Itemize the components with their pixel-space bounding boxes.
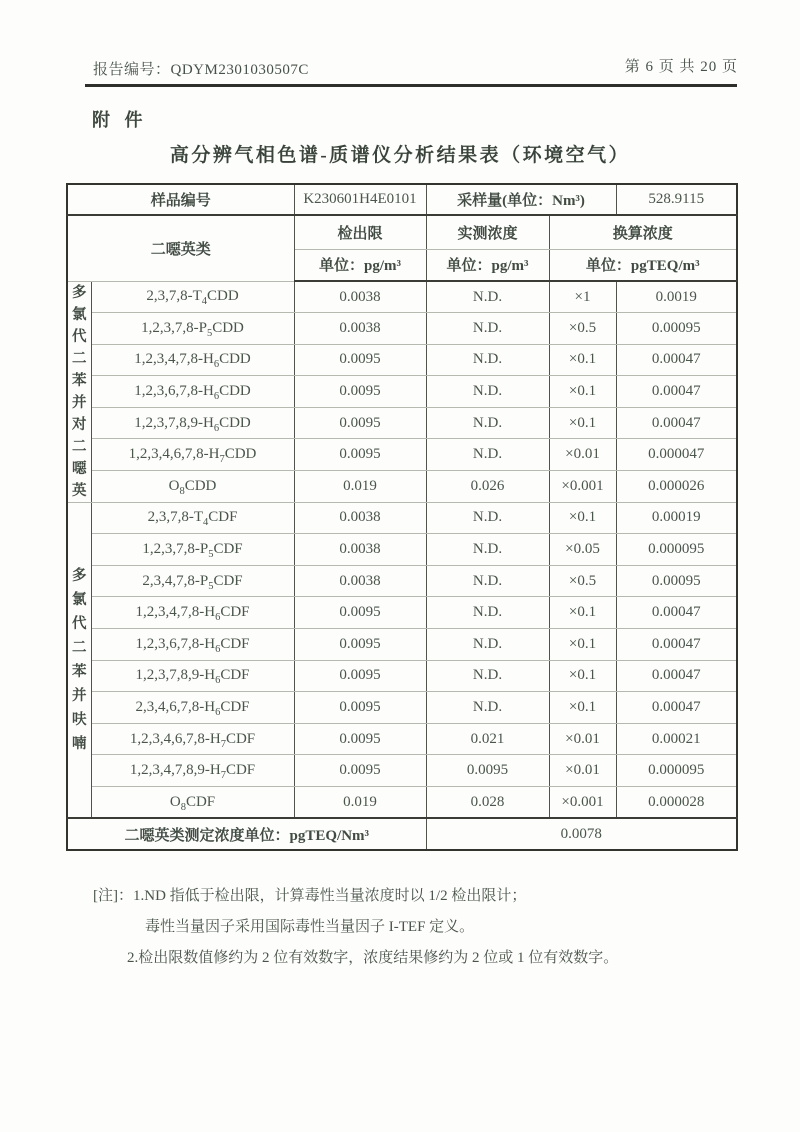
- detection-limit-cell: 0.0095: [294, 660, 426, 692]
- sampling-volume-value: 528.9115: [616, 184, 737, 215]
- teq-value-cell: 0.00047: [616, 660, 737, 692]
- tef-factor-cell: ×0.1: [549, 660, 616, 692]
- detection-limit-cell: 0.0095: [294, 439, 426, 471]
- dioxin-class-header: 二噁英类: [67, 215, 294, 281]
- teq-value-cell: 0.00047: [616, 344, 737, 376]
- tef-factor-cell: ×0.5: [549, 565, 616, 597]
- measured-value-cell: N.D.: [426, 281, 549, 313]
- tef-factor-cell: ×0.5: [549, 313, 616, 345]
- teq-value-cell: 0.000095: [616, 534, 737, 566]
- congener-row: [67, 534, 737, 566]
- detection-limit-cell: 0.0038: [294, 281, 426, 313]
- detection-limit-cell: 0.0038: [294, 502, 426, 534]
- teq-value-cell: 0.000095: [616, 755, 737, 787]
- congener-row: [67, 755, 737, 787]
- footnotes: [0, 884, 800, 977]
- measured-unit: 单位：pg/m³: [426, 249, 549, 281]
- detection-limit-cell: 0.0095: [294, 407, 426, 439]
- congener-name-cell: $1,2,3,7,8-P_5CDD$: [91, 313, 294, 345]
- congener-row: [67, 376, 737, 408]
- detection-limit-cell: 0.019: [294, 787, 426, 819]
- converted-unit: 单位：pgTEQ/m³: [549, 249, 737, 281]
- measured-value-cell: N.D.: [426, 597, 549, 629]
- tef-factor-cell: ×0.1: [549, 344, 616, 376]
- measured-concentration-header: 实测浓度: [426, 215, 549, 249]
- tef-factor-cell: ×0.001: [549, 787, 616, 819]
- teq-value-cell: 0.000047: [616, 439, 737, 471]
- detection-limit-cell: 0.0095: [294, 755, 426, 787]
- measured-value-cell: N.D.: [426, 629, 549, 661]
- congener-name-cell: $2,3,4,6,7,8-H_6CDF$: [91, 692, 294, 724]
- sample-id-value: K230601H4E0101: [294, 184, 426, 215]
- congener-name-cell: $1,2,3,6,7,8-H_6CDF$: [91, 629, 294, 661]
- congener-row: [67, 787, 737, 819]
- measured-value-cell: N.D.: [426, 376, 549, 408]
- detection-limit-cell: 0.0038: [294, 313, 426, 345]
- detection-limit-cell: 0.0095: [294, 344, 426, 376]
- congener-name-cell: $1,2,3,4,7,8-H_6CDF$: [91, 597, 294, 629]
- congener-row: [67, 407, 737, 439]
- measured-value-cell: N.D.: [426, 660, 549, 692]
- detection-limit-cell: 0.0038: [294, 534, 426, 566]
- congener-name-cell: $1,2,3,4,7,8,9-H_7CDF$: [91, 755, 294, 787]
- congener-name-cell: $2,3,7,8-T_4CDF$: [91, 502, 294, 534]
- total-teq-value: 0.0078: [426, 818, 737, 850]
- teq-value-cell: 0.00095: [616, 313, 737, 345]
- detection-limit-cell: 0.0095: [294, 723, 426, 755]
- congener-row: [67, 723, 737, 755]
- congener-name-cell: $1,2,3,4,7,8-H_6CDD$: [91, 344, 294, 376]
- note-line-2: 毒性当量因子采用国际毒性当量因子 I-TEF 定义。: [145, 919, 475, 935]
- summary-row: [67, 818, 737, 850]
- measured-value-cell: 0.021: [426, 723, 549, 755]
- measured-value-cell: N.D.: [426, 313, 549, 345]
- total-teq-label: 二噁英类测定浓度单位：pgTEQ/Nm³: [67, 818, 426, 850]
- detection-limit-cell: 0.0095: [294, 692, 426, 724]
- tef-factor-cell: ×0.1: [549, 502, 616, 534]
- tef-factor-cell: ×0.1: [549, 692, 616, 724]
- congener-row: [67, 692, 737, 724]
- teq-value-cell: 0.00021: [616, 723, 737, 755]
- sample-id-label: 样品编号: [67, 184, 294, 215]
- column-header-row: [67, 215, 737, 249]
- measured-value-cell: N.D.: [426, 565, 549, 597]
- detection-limit-cell: 0.0095: [294, 597, 426, 629]
- detection-limit-cell: 0.019: [294, 471, 426, 503]
- measured-value-cell: 0.028: [426, 787, 549, 819]
- measured-value-cell: 0.026: [426, 471, 549, 503]
- congener-name-cell: $1,2,3,7,8,9-H_6CDF$: [91, 660, 294, 692]
- detection-limit-unit: 单位：pg/m³: [294, 249, 426, 281]
- measured-value-cell: N.D.: [426, 692, 549, 724]
- measured-value-cell: N.D.: [426, 439, 549, 471]
- teq-value-cell: 0.000028: [616, 787, 737, 819]
- document-title: 高分辨气相色谱-质谱仪分析结果表（环境空气）: [169, 145, 631, 166]
- congener-row: [67, 281, 737, 313]
- detection-limit-header: 检出限: [294, 215, 426, 249]
- teq-value-cell: 0.000026: [616, 471, 737, 503]
- tef-factor-cell: ×0.001: [549, 471, 616, 503]
- congener-name-cell: $1,2,3,4,6,7,8-H_7CDD$: [91, 439, 294, 471]
- teq-value-cell: 0.00047: [616, 407, 737, 439]
- measured-value-cell: N.D.: [426, 407, 549, 439]
- teq-value-cell: 0.00047: [616, 629, 737, 661]
- group-label-pcdf: 多 氯 代 二 苯 并 呋 喃: [67, 502, 91, 818]
- congener-name-cell: $1,2,3,6,7,8-H_6CDD$: [91, 376, 294, 408]
- congener-name-cell: $1,2,3,7,8-P_5CDF$: [91, 534, 294, 566]
- note-label: [注]：: [93, 888, 133, 904]
- congener-name-cell: $O_8CDD$: [91, 471, 294, 503]
- tef-factor-cell: ×0.01: [549, 755, 616, 787]
- header-divider: [85, 84, 737, 87]
- measured-value-cell: N.D.: [426, 534, 549, 566]
- congener-name-cell: $1,2,3,4,6,7,8-H_7CDF$: [91, 723, 294, 755]
- tef-factor-cell: ×0.1: [549, 407, 616, 439]
- tef-factor-cell: ×0.1: [549, 629, 616, 661]
- congener-name-cell: $1,2,3,7,8,9-H_6CDD$: [91, 407, 294, 439]
- teq-value-cell: 0.0019: [616, 281, 737, 313]
- tef-factor-cell: ×0.01: [549, 439, 616, 471]
- congener-row: [67, 344, 737, 376]
- congener-name-cell: $2,3,7,8-T_4CDD$: [91, 281, 294, 313]
- analysis-results-table: [66, 183, 738, 851]
- detection-limit-cell: 0.0095: [294, 376, 426, 408]
- note-line-1: [注]：1.ND 指低于检出限，计算毒性当量浓度时以 1/2 检出限计；: [93, 888, 527, 904]
- congener-row: [67, 313, 737, 345]
- measured-value-cell: 0.0095: [426, 755, 549, 787]
- congener-row: [67, 629, 737, 661]
- converted-concentration-header: 换算浓度: [549, 215, 737, 249]
- sampling-volume-label: 采样量(单位：Nm³): [426, 184, 616, 215]
- tef-factor-cell: ×1: [549, 281, 616, 313]
- teq-value-cell: 0.00047: [616, 692, 737, 724]
- report-number: 报告编号：QDYM2301030507C: [93, 62, 309, 78]
- teq-value-cell: 0.00047: [616, 597, 737, 629]
- measured-value-cell: N.D.: [426, 502, 549, 534]
- detection-limit-cell: 0.0038: [294, 565, 426, 597]
- detection-limit-cell: 0.0095: [294, 629, 426, 661]
- teq-value-cell: 0.00047: [616, 376, 737, 408]
- tef-factor-cell: ×0.1: [549, 597, 616, 629]
- congener-name-cell: $2,3,4,7,8-P_5CDF$: [91, 565, 294, 597]
- sample-header-row: [67, 184, 737, 215]
- group-label-pcdd: 多 氯 代 二 苯 并 对 二 噁 英: [67, 281, 91, 502]
- congener-row: [67, 597, 737, 629]
- teq-value-cell: 0.00019: [616, 502, 737, 534]
- teq-value-cell: 0.00095: [616, 565, 737, 597]
- congener-row: [67, 565, 737, 597]
- measured-value-cell: N.D.: [426, 344, 549, 376]
- congener-row: [67, 660, 737, 692]
- tef-factor-cell: ×0.1: [549, 376, 616, 408]
- tef-factor-cell: ×0.05: [549, 534, 616, 566]
- page-indicator: 第 6 页 共 20 页: [624, 59, 738, 75]
- congener-row: [67, 471, 737, 503]
- attachment-label: 附 件: [92, 110, 148, 130]
- note-line-3: 2.检出限数值修约为 2 位有效数字，浓度结果修约为 2 位或 1 位有效数字。: [127, 950, 619, 966]
- congener-row: [67, 439, 737, 471]
- congener-row: [67, 502, 737, 534]
- congener-name-cell: $O_8CDF$: [91, 787, 294, 819]
- tef-factor-cell: ×0.01: [549, 723, 616, 755]
